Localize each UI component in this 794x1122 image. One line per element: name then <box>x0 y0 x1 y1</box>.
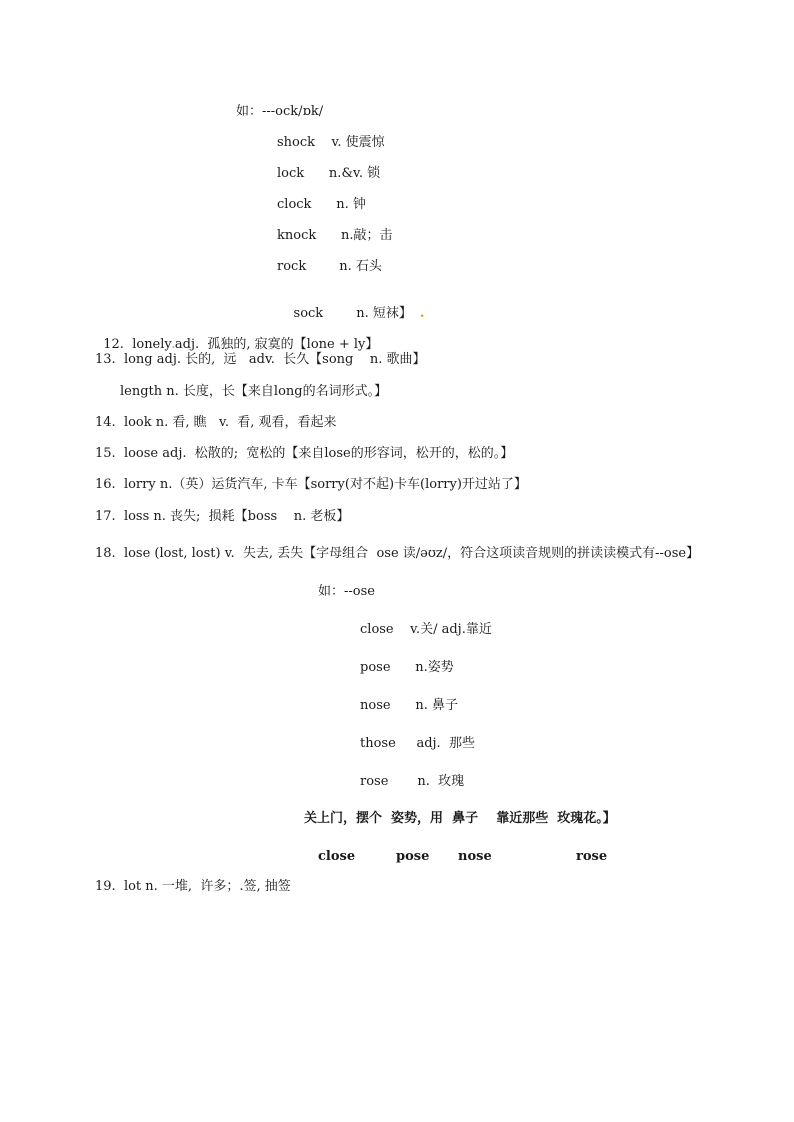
entry-15: 15. loose adj. 松散的; 宽松的【来自lose的形容词，松开的，松的。】 <box>95 446 514 461</box>
ose-word-nose: nose n. 鼻子 <box>360 698 458 713</box>
ose-mnemonic: 关上门，摆个 姿势，用 鼻子 靠近那些 玫瑰花。】 <box>304 811 616 826</box>
entry-18: 18. lose (lost, lost) v. 失去, 丢失【字母组合 ose 读/əʊz/，符合这项读音规则的拼读读模式有--ose】 <box>95 546 700 561</box>
entry-13-length: length n. 长度，长【来自long的名词形式。】 <box>120 384 388 399</box>
ose-example-label: 如：--ose <box>318 584 375 599</box>
ose-keyword-rose: rose <box>576 849 608 864</box>
entry-17: 17. loss n. 丧失; 损耗【boss n. 老板】 <box>95 509 350 524</box>
ose-keyword-nose: nose <box>458 849 492 864</box>
entry-13: 13. long adj. 长的, 远 adv. 长久【song n. 歌曲】 <box>95 352 426 367</box>
ock-word-rock: rock n. 石头 <box>277 259 382 274</box>
ose-keyword-pose: pose <box>396 849 430 864</box>
ock-word-clock: clock n. 钟 <box>277 197 366 212</box>
ose-word-rose: rose n. 玫瑰 <box>360 774 465 789</box>
entry-12-head: 12. lonely <box>103 337 172 352</box>
entry-12-body: adj. 孤独的, 寂寞的【lone + ly】 <box>174 337 379 352</box>
ock-example-label: 如：---ock/ɒk/ <box>236 104 324 119</box>
ock-word-lock: lock n.&v. 锁 <box>277 166 381 181</box>
entry-12 <box>95 321 378 354</box>
ock-word-sock-text: sock n. 短袜】 <box>293 306 412 321</box>
ose-word-close: close v.关/ adj.靠近 <box>360 622 492 637</box>
entry-16: 16. lorry n.（英）运货汽车, 卡车【sorry(对不起)卡车(lorry)开过站了】 <box>95 477 527 492</box>
ose-word-those: those adj. 那些 <box>360 736 475 751</box>
ock-end-dot: . <box>419 306 425 321</box>
entry-12-mark: . <box>171 341 175 351</box>
ock-word-knock: knock n.敲；击 <box>277 228 393 243</box>
ock-word-shock: shock v. 使震惊 <box>277 135 385 150</box>
ose-keyword-close: close <box>318 849 356 864</box>
entry-14: 14. look n. 看, 瞧 v. 看, 观看，看起来 <box>95 415 337 430</box>
ose-word-pose: pose n.姿势 <box>360 660 454 675</box>
entry-19: 19. lot n. 一堆, 许多；.签, 抽签 <box>95 879 291 894</box>
